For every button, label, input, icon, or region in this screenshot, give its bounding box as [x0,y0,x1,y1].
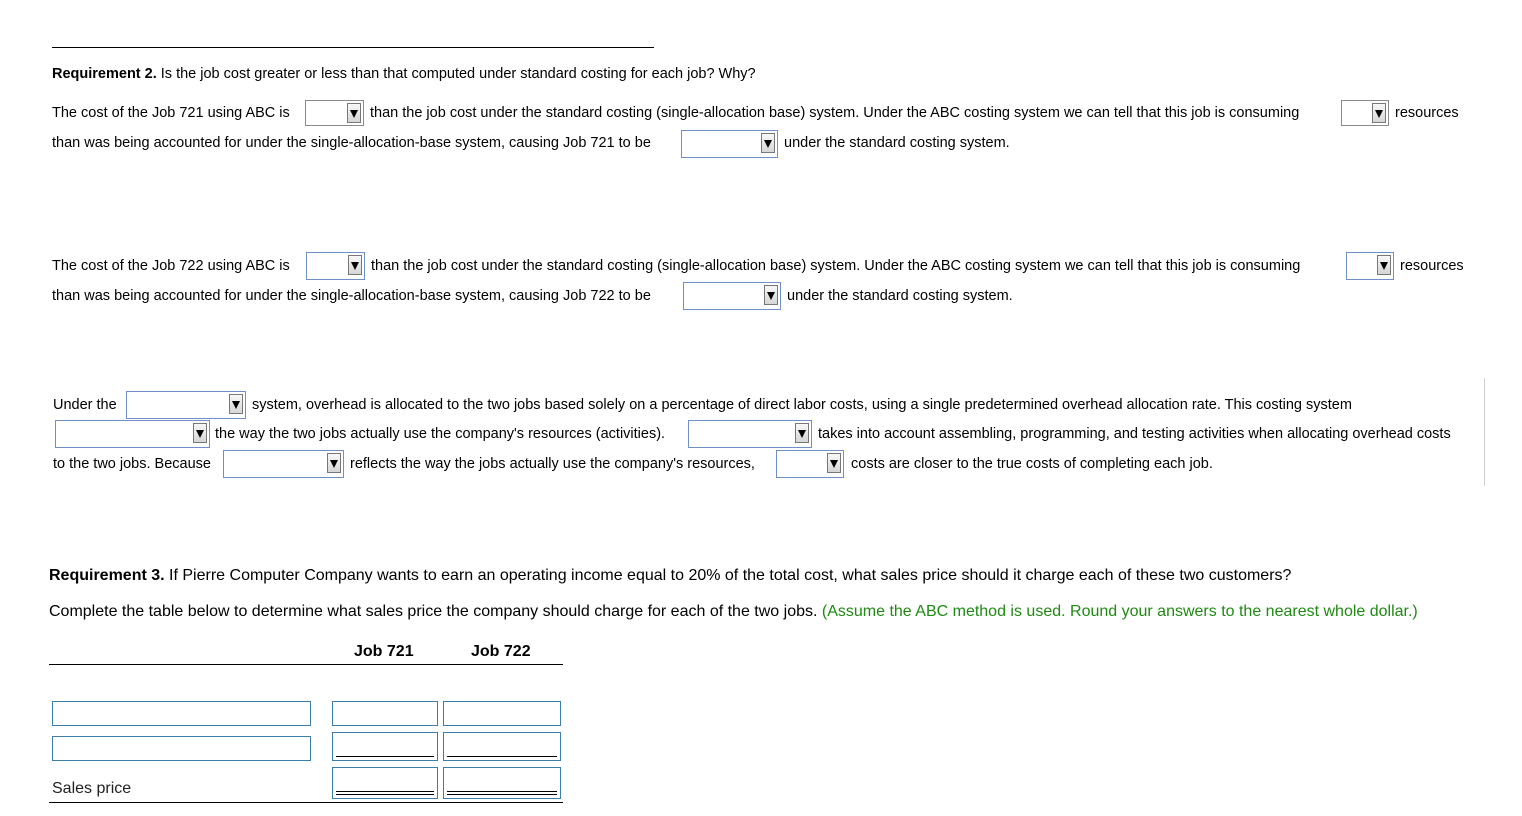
explanation-text-1a: Under the [53,397,117,413]
chevron-down-icon [761,133,775,153]
requirement-3-question: If Pierre Computer Company wants to earn an operating income equal to 20% of the total cost, what sales price should it charge each of these two customers? [169,567,1292,584]
section-right-border [1484,378,1485,486]
requirement-3-hint: (Assume the ABC method is used. Round your answers to the nearest whole dollar.) [821,603,1418,620]
chevron-down-icon [1377,255,1391,275]
row1-label-input[interactable] [52,701,311,726]
explanation-text-1b: system, overhead is allocated to the two jobs based solely on a percentage of direct labor costs, using a single predetermined overhead allocation rate. This costing system [252,397,1352,413]
true-costs-system-dropdown[interactable] [776,450,844,478]
explanation-text-3c: costs are closer to the true costs of completing each job. [851,456,1213,472]
row2-label-input[interactable] [52,736,311,761]
job722-text-1a: The cost of the Job 722 using ABC is [52,258,290,274]
chevron-down-icon [1372,103,1386,123]
requirement-3-instruction-line [49,603,1418,621]
column-header-job721: Job 721 [354,643,414,660]
job721-cost-comparison-dropdown[interactable] [305,100,364,126]
row2-job721-input[interactable] [332,732,438,761]
job722-text-1b: than the job cost under the standard costing (single-allocation base) system. Under the ABC costing system we can tell that this job is consuming [371,258,1301,274]
job721-text-1c: resources [1395,105,1459,121]
reflects-usage-dropdown[interactable] [55,420,210,448]
activity-system-dropdown[interactable] [688,420,812,448]
job721-resources-dropdown[interactable] [1341,100,1389,126]
column-header-job722: Job 722 [471,643,531,660]
chevron-down-icon [348,255,362,275]
chevron-down-icon [827,453,841,473]
explanation-text-2a: the way the two jobs actually use the company's resources (activities). [215,426,666,442]
requirement-3-instruction: Complete the table below to determine what sales price the company should charge for each of the two jobs. [49,603,818,620]
table-bottom-divider [49,802,563,803]
row2-job722-input[interactable] [443,732,561,761]
chevron-down-icon [795,423,809,443]
job722-resources-dropdown[interactable] [1346,252,1394,280]
chevron-down-icon [764,285,778,305]
job721-costing-result-dropdown[interactable] [681,130,778,158]
job722-cost-comparison-dropdown[interactable] [306,252,365,280]
chevron-down-icon [347,103,361,123]
explanation-text-2b: takes into account assembling, programming, and testing activities when allocating overhead costs [818,426,1451,442]
job722-text-2b: under the standard costing system. [787,288,1013,304]
top-divider [52,47,654,48]
sales-price-label: Sales price [52,780,132,797]
header-divider [49,664,563,665]
row1-job722-input[interactable] [443,701,561,726]
requirement-2-question: Is the job cost greater or less than that computed under standard costing for each job? Why? [160,66,756,82]
requirement-3-label: Requirement 3. [49,567,165,584]
job721-text-2a: than was being accounted for under the single-allocation-base system, causing Job 721 to be [52,135,651,151]
explanation-text-3b: reflects the way the jobs actually use the company's resources, [350,456,755,472]
job722-text-2a: than was being accounted for under the single-allocation-base system, causing Job 722 to be [52,288,651,304]
sales-price-job722-input[interactable] [443,767,561,799]
chevron-down-icon [193,423,207,443]
sales-price-table [49,640,563,805]
requirement-3-heading [49,567,1291,585]
job721-text-2b: under the standard costing system. [784,135,1010,151]
requirement-2-heading [52,66,756,82]
job722-costing-result-dropdown[interactable] [683,282,781,310]
row1-job721-input[interactable] [332,701,438,726]
chevron-down-icon [327,453,341,473]
costing-system-dropdown[interactable] [126,391,246,419]
job721-text-1b: than the job cost under the standard costing (single-allocation base) system. Under the ABC costing system we can tell that this job is consuming [370,105,1300,121]
sales-price-job721-input[interactable] [332,767,438,799]
job721-text-1a: The cost of the Job 721 using ABC is [52,105,290,121]
job722-text-1c: resources [1400,258,1464,274]
reflective-system-dropdown[interactable] [223,450,344,478]
chevron-down-icon [229,394,243,414]
requirement-2-label: Requirement 2. [52,66,157,82]
explanation-text-3a: to the two jobs. Because [53,456,211,472]
